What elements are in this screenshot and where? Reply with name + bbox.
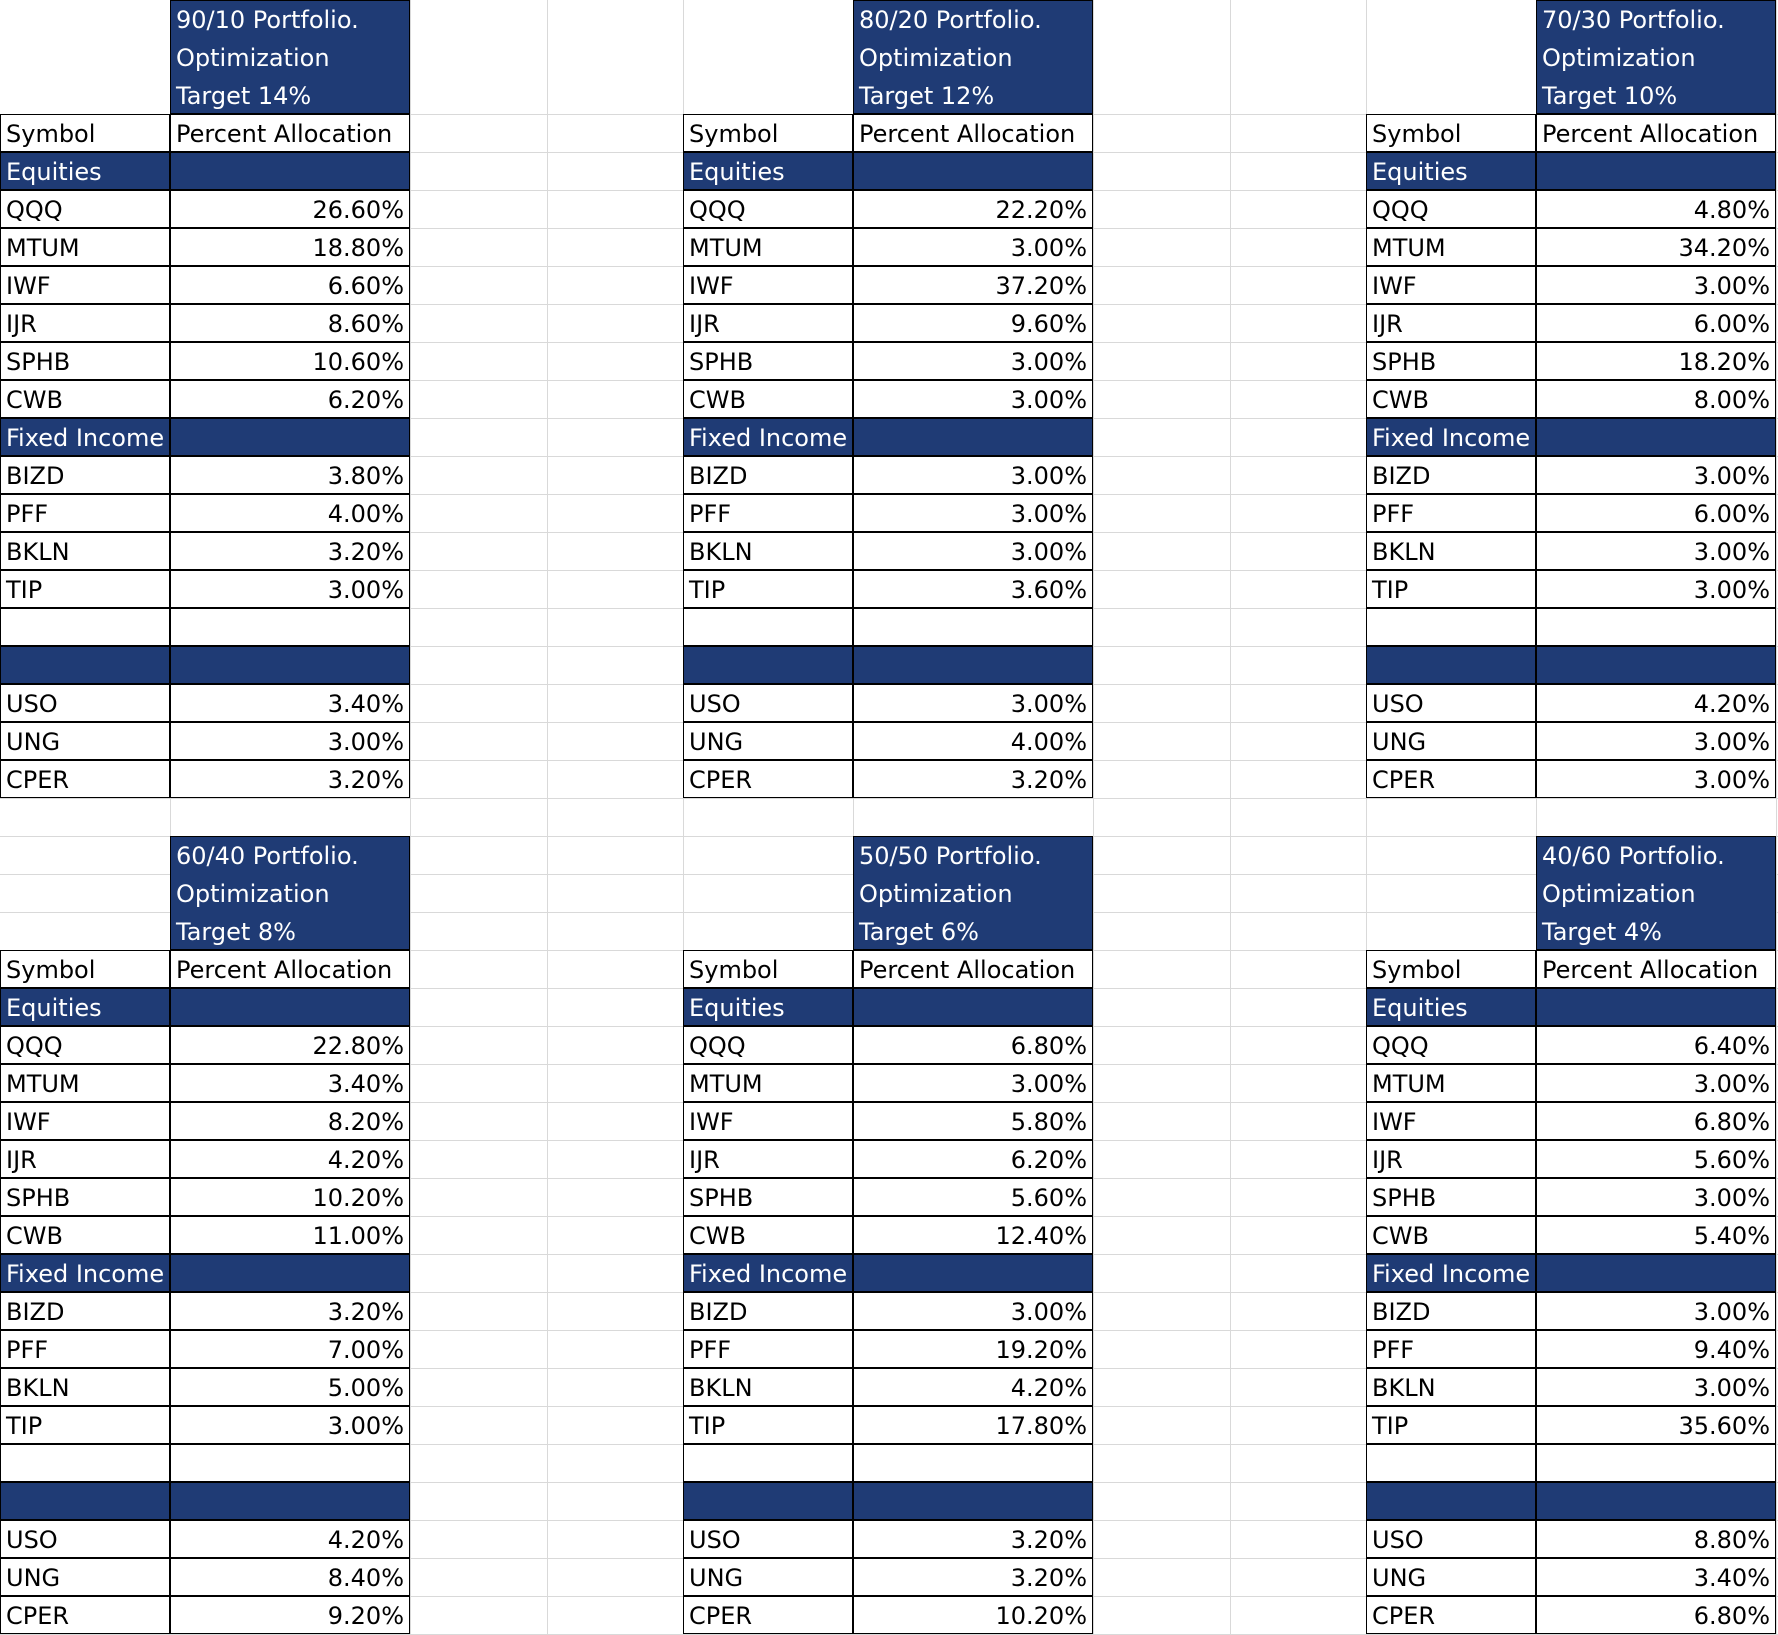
allocation-cell: 3.00%	[853, 380, 1093, 418]
allocation-cell: 3.00%	[853, 684, 1093, 722]
symbol-cell: UNG	[683, 722, 853, 760]
allocation-cell: 35.60%	[1536, 1406, 1776, 1444]
column-header-symbol: Symbol	[0, 114, 170, 152]
symbol-cell: USO	[1366, 1520, 1536, 1558]
symbol-cell: IJR	[683, 304, 853, 342]
section-header-blank	[853, 1482, 1093, 1520]
symbol-cell: BIZD	[0, 1292, 170, 1330]
symbol-cell: QQQ	[1366, 190, 1536, 228]
allocation-cell: 3.00%	[1536, 1368, 1776, 1406]
section-header-unlabeled	[683, 1482, 853, 1520]
portfolio-title-line: Target 6%	[859, 918, 979, 946]
section-header: Fixed Income	[683, 1254, 853, 1292]
allocation-cell: 8.20%	[170, 1102, 410, 1140]
allocation-cell: 17.80%	[853, 1406, 1093, 1444]
allocation-cell: 6.80%	[853, 1026, 1093, 1064]
column-header-symbol: Symbol	[0, 950, 170, 988]
symbol-cell: IWF	[1366, 1102, 1536, 1140]
symbol-cell: SPHB	[0, 342, 170, 380]
symbol-cell: UNG	[1366, 722, 1536, 760]
section-header-blank	[1536, 988, 1776, 1026]
symbol-cell: TIP	[683, 570, 853, 608]
symbol-cell: MTUM	[683, 1064, 853, 1102]
portfolio-title-line: Target 10%	[1542, 82, 1678, 110]
gridline-horizontal	[0, 798, 1778, 799]
section-header-blank	[170, 1482, 410, 1520]
allocation-cell: 5.40%	[1536, 1216, 1776, 1254]
portfolio-title-line: Optimization	[1542, 880, 1696, 908]
symbol-cell: IJR	[1366, 1140, 1536, 1178]
symbol-cell: MTUM	[0, 228, 170, 266]
column-header-allocation: Percent Allocation	[1536, 114, 1776, 152]
symbol-cell: PFF	[1366, 1330, 1536, 1368]
allocation-cell: 3.40%	[170, 1064, 410, 1102]
symbol-cell: IWF	[683, 266, 853, 304]
symbol-cell: CPER	[1366, 1596, 1536, 1634]
portfolio-title	[1536, 836, 1776, 950]
symbol-cell: IJR	[0, 1140, 170, 1178]
allocation-cell: 4.20%	[170, 1520, 410, 1558]
allocation-cell: 3.80%	[170, 456, 410, 494]
portfolio-title-line: Target 14%	[176, 82, 312, 110]
section-header: Fixed Income	[683, 418, 853, 456]
allocation-cell: 18.80%	[170, 228, 410, 266]
symbol-cell: QQQ	[0, 1026, 170, 1064]
allocation-cell: 3.00%	[170, 570, 410, 608]
allocation-cell: 8.00%	[1536, 380, 1776, 418]
symbol-cell: BIZD	[683, 1292, 853, 1330]
section-header-blank	[170, 646, 410, 684]
allocation-cell: 3.00%	[853, 342, 1093, 380]
portfolio-title-line: Optimization	[859, 880, 1013, 908]
allocation-cell: 3.40%	[1536, 1558, 1776, 1596]
symbol-cell: CWB	[683, 380, 853, 418]
section-header-blank	[170, 988, 410, 1026]
symbol-cell: UNG	[1366, 1558, 1536, 1596]
allocation-cell: 6.20%	[170, 380, 410, 418]
blank-cell	[1366, 1444, 1536, 1482]
symbol-cell: TIP	[0, 570, 170, 608]
symbol-cell: QQQ	[1366, 1026, 1536, 1064]
allocation-cell: 22.80%	[170, 1026, 410, 1064]
allocation-cell: 10.20%	[853, 1596, 1093, 1634]
symbol-cell: TIP	[1366, 570, 1536, 608]
symbol-cell: USO	[683, 1520, 853, 1558]
symbol-cell: CPER	[1366, 760, 1536, 798]
allocation-cell: 3.00%	[1536, 1292, 1776, 1330]
symbol-cell: BKLN	[0, 532, 170, 570]
column-header-allocation: Percent Allocation	[1536, 950, 1776, 988]
allocation-cell: 3.20%	[170, 1292, 410, 1330]
allocation-cell: 5.60%	[1536, 1140, 1776, 1178]
gridline-vertical	[1230, 0, 1231, 1635]
blank-cell	[0, 608, 170, 646]
allocation-cell: 3.00%	[853, 456, 1093, 494]
portfolio-title	[853, 0, 1093, 114]
portfolio-title-line: Optimization	[176, 44, 330, 72]
symbol-cell: CWB	[0, 380, 170, 418]
symbol-cell: BKLN	[683, 1368, 853, 1406]
column-header-allocation: Percent Allocation	[170, 114, 410, 152]
allocation-cell: 4.20%	[1536, 684, 1776, 722]
symbol-cell: CWB	[1366, 380, 1536, 418]
section-header-blank	[170, 418, 410, 456]
portfolio-title-line: Optimization	[859, 44, 1013, 72]
symbol-cell: IJR	[683, 1140, 853, 1178]
allocation-cell: 3.20%	[853, 760, 1093, 798]
section-header: Fixed Income	[1366, 418, 1536, 456]
section-header: Equities	[0, 152, 170, 190]
allocation-cell: 8.80%	[1536, 1520, 1776, 1558]
section-header: Equities	[1366, 988, 1536, 1026]
allocation-cell: 3.00%	[1536, 722, 1776, 760]
allocation-cell: 18.20%	[1536, 342, 1776, 380]
allocation-cell: 3.00%	[1536, 266, 1776, 304]
symbol-cell: TIP	[0, 1406, 170, 1444]
symbol-cell: IWF	[683, 1102, 853, 1140]
symbol-cell: PFF	[0, 494, 170, 532]
symbol-cell: QQQ	[0, 190, 170, 228]
allocation-cell: 5.80%	[853, 1102, 1093, 1140]
section-header-blank	[1536, 1254, 1776, 1292]
allocation-cell: 4.00%	[170, 494, 410, 532]
allocation-cell: 7.00%	[170, 1330, 410, 1368]
section-header: Fixed Income	[0, 1254, 170, 1292]
symbol-cell: CPER	[0, 760, 170, 798]
symbol-cell: CPER	[0, 1596, 170, 1634]
blank-cell	[170, 1444, 410, 1482]
symbol-cell: UNG	[0, 1558, 170, 1596]
portfolio-title-line: Optimization	[1542, 44, 1696, 72]
column-header-allocation: Percent Allocation	[853, 114, 1093, 152]
portfolio-title	[1536, 0, 1776, 114]
blank-cell	[853, 1444, 1093, 1482]
gridline-vertical	[547, 0, 548, 1635]
allocation-cell: 22.20%	[853, 190, 1093, 228]
symbol-cell: CPER	[683, 1596, 853, 1634]
allocation-cell: 4.80%	[1536, 190, 1776, 228]
allocation-cell: 3.00%	[853, 532, 1093, 570]
symbol-cell: CWB	[0, 1216, 170, 1254]
blank-cell	[683, 1444, 853, 1482]
gridline-vertical	[1776, 0, 1777, 1635]
symbol-cell: MTUM	[1366, 228, 1536, 266]
section-header-unlabeled	[0, 646, 170, 684]
allocation-cell: 6.00%	[1536, 304, 1776, 342]
allocation-cell: 6.80%	[1536, 1102, 1776, 1140]
portfolio-title-line: 40/60 Portfolio.	[1542, 842, 1725, 870]
section-header: Equities	[0, 988, 170, 1026]
allocation-cell: 9.40%	[1536, 1330, 1776, 1368]
symbol-cell: BIZD	[683, 456, 853, 494]
allocation-cell: 6.60%	[170, 266, 410, 304]
symbol-cell: UNG	[683, 1558, 853, 1596]
allocation-cell: 6.80%	[1536, 1596, 1776, 1634]
allocation-cell: 3.00%	[1536, 760, 1776, 798]
section-header: Equities	[683, 988, 853, 1026]
symbol-cell: QQQ	[683, 190, 853, 228]
symbol-cell: PFF	[683, 494, 853, 532]
section-header-blank	[1536, 152, 1776, 190]
gridline-vertical	[1093, 0, 1094, 1635]
symbol-cell: USO	[1366, 684, 1536, 722]
allocation-cell: 4.20%	[853, 1368, 1093, 1406]
blank-cell	[683, 608, 853, 646]
section-header-unlabeled	[683, 646, 853, 684]
symbol-cell: TIP	[683, 1406, 853, 1444]
symbol-cell: USO	[0, 684, 170, 722]
symbol-cell: QQQ	[683, 1026, 853, 1064]
section-header-unlabeled	[1366, 646, 1536, 684]
allocation-cell: 3.00%	[1536, 456, 1776, 494]
section-header-blank	[170, 1254, 410, 1292]
symbol-cell: BKLN	[1366, 1368, 1536, 1406]
symbol-cell: BKLN	[683, 532, 853, 570]
allocation-cell: 8.40%	[170, 1558, 410, 1596]
section-header-blank	[853, 646, 1093, 684]
symbol-cell: IJR	[1366, 304, 1536, 342]
section-header-blank	[853, 988, 1093, 1026]
allocation-cell: 37.20%	[853, 266, 1093, 304]
section-header-blank	[853, 152, 1093, 190]
symbol-cell: SPHB	[1366, 342, 1536, 380]
portfolio-title-line: Target 4%	[1542, 918, 1662, 946]
section-header: Equities	[683, 152, 853, 190]
symbol-cell: USO	[683, 684, 853, 722]
allocation-cell: 3.00%	[853, 1292, 1093, 1330]
column-header-allocation: Percent Allocation	[170, 950, 410, 988]
symbol-cell: BIZD	[1366, 1292, 1536, 1330]
symbol-cell: BIZD	[0, 456, 170, 494]
symbol-cell: TIP	[1366, 1406, 1536, 1444]
symbol-cell: PFF	[683, 1330, 853, 1368]
portfolio-title-line: Optimization	[176, 880, 330, 908]
symbol-cell: SPHB	[683, 1178, 853, 1216]
allocation-cell: 3.00%	[853, 494, 1093, 532]
symbol-cell: SPHB	[683, 342, 853, 380]
portfolio-title-line: 80/20 Portfolio.	[859, 6, 1042, 34]
symbol-cell: BIZD	[1366, 456, 1536, 494]
symbol-cell: MTUM	[1366, 1064, 1536, 1102]
symbol-cell: IWF	[0, 1102, 170, 1140]
column-header-symbol: Symbol	[1366, 114, 1536, 152]
allocation-cell: 3.00%	[1536, 1064, 1776, 1102]
allocation-cell: 6.40%	[1536, 1026, 1776, 1064]
allocation-cell: 12.40%	[853, 1216, 1093, 1254]
section-header-unlabeled	[1366, 1482, 1536, 1520]
allocation-cell: 5.00%	[170, 1368, 410, 1406]
symbol-cell: BKLN	[0, 1368, 170, 1406]
allocation-cell: 3.20%	[170, 760, 410, 798]
portfolio-title	[853, 836, 1093, 950]
allocation-cell: 3.00%	[853, 228, 1093, 266]
allocation-cell: 3.40%	[170, 684, 410, 722]
blank-cell	[0, 1444, 170, 1482]
allocation-cell: 9.20%	[170, 1596, 410, 1634]
symbol-cell: PFF	[1366, 494, 1536, 532]
allocation-cell: 3.60%	[853, 570, 1093, 608]
section-header-blank	[853, 1254, 1093, 1292]
symbol-cell: CWB	[683, 1216, 853, 1254]
symbol-cell: CWB	[1366, 1216, 1536, 1254]
allocation-cell: 6.20%	[853, 1140, 1093, 1178]
column-header-symbol: Symbol	[683, 114, 853, 152]
allocation-cell: 3.00%	[170, 722, 410, 760]
portfolio-title-line: Target 8%	[176, 918, 296, 946]
symbol-cell: SPHB	[1366, 1178, 1536, 1216]
symbol-cell: BKLN	[1366, 532, 1536, 570]
section-header-blank	[1536, 1482, 1776, 1520]
section-header-blank	[1536, 418, 1776, 456]
section-header: Fixed Income	[1366, 1254, 1536, 1292]
allocation-cell: 4.20%	[170, 1140, 410, 1178]
section-header: Equities	[1366, 152, 1536, 190]
column-header-symbol: Symbol	[683, 950, 853, 988]
section-header-unlabeled	[0, 1482, 170, 1520]
portfolio-title-line: 90/10 Portfolio.	[176, 6, 359, 34]
symbol-cell: UNG	[0, 722, 170, 760]
allocation-cell: 26.60%	[170, 190, 410, 228]
symbol-cell: PFF	[0, 1330, 170, 1368]
section-header-blank	[853, 418, 1093, 456]
symbol-cell: IWF	[1366, 266, 1536, 304]
section-header-blank	[170, 152, 410, 190]
allocation-cell: 8.60%	[170, 304, 410, 342]
allocation-cell: 4.00%	[853, 722, 1093, 760]
portfolio-title	[170, 836, 410, 950]
portfolio-title-line: 70/30 Portfolio.	[1542, 6, 1725, 34]
allocation-cell: 34.20%	[1536, 228, 1776, 266]
blank-cell	[1536, 608, 1776, 646]
portfolio-title	[170, 0, 410, 114]
allocation-cell: 9.60%	[853, 304, 1093, 342]
symbol-cell: CPER	[683, 760, 853, 798]
allocation-cell: 6.00%	[1536, 494, 1776, 532]
allocation-cell: 5.60%	[853, 1178, 1093, 1216]
allocation-cell: 11.00%	[170, 1216, 410, 1254]
symbol-cell: MTUM	[0, 1064, 170, 1102]
symbol-cell: IWF	[0, 266, 170, 304]
allocation-cell: 3.20%	[853, 1558, 1093, 1596]
gridline-vertical	[410, 0, 411, 1635]
allocation-cell: 3.20%	[853, 1520, 1093, 1558]
blank-cell	[853, 608, 1093, 646]
allocation-cell: 3.00%	[1536, 1178, 1776, 1216]
blank-cell	[170, 608, 410, 646]
portfolio-title-line: 50/50 Portfolio.	[859, 842, 1042, 870]
symbol-cell: USO	[0, 1520, 170, 1558]
blank-cell	[1536, 1444, 1776, 1482]
allocation-cell: 3.00%	[1536, 532, 1776, 570]
column-header-symbol: Symbol	[1366, 950, 1536, 988]
allocation-cell: 19.20%	[853, 1330, 1093, 1368]
symbol-cell: IJR	[0, 304, 170, 342]
column-header-allocation: Percent Allocation	[853, 950, 1093, 988]
symbol-cell: SPHB	[0, 1178, 170, 1216]
portfolio-title-line: 60/40 Portfolio.	[176, 842, 359, 870]
allocation-cell: 3.00%	[170, 1406, 410, 1444]
section-header: Fixed Income	[0, 418, 170, 456]
allocation-cell: 10.60%	[170, 342, 410, 380]
blank-cell	[1366, 608, 1536, 646]
section-header-blank	[1536, 646, 1776, 684]
allocation-cell: 3.00%	[853, 1064, 1093, 1102]
portfolio-title-line: Target 12%	[859, 82, 995, 110]
allocation-cell: 10.20%	[170, 1178, 410, 1216]
allocation-cell: 3.00%	[1536, 570, 1776, 608]
symbol-cell: MTUM	[683, 228, 853, 266]
allocation-cell: 3.20%	[170, 532, 410, 570]
